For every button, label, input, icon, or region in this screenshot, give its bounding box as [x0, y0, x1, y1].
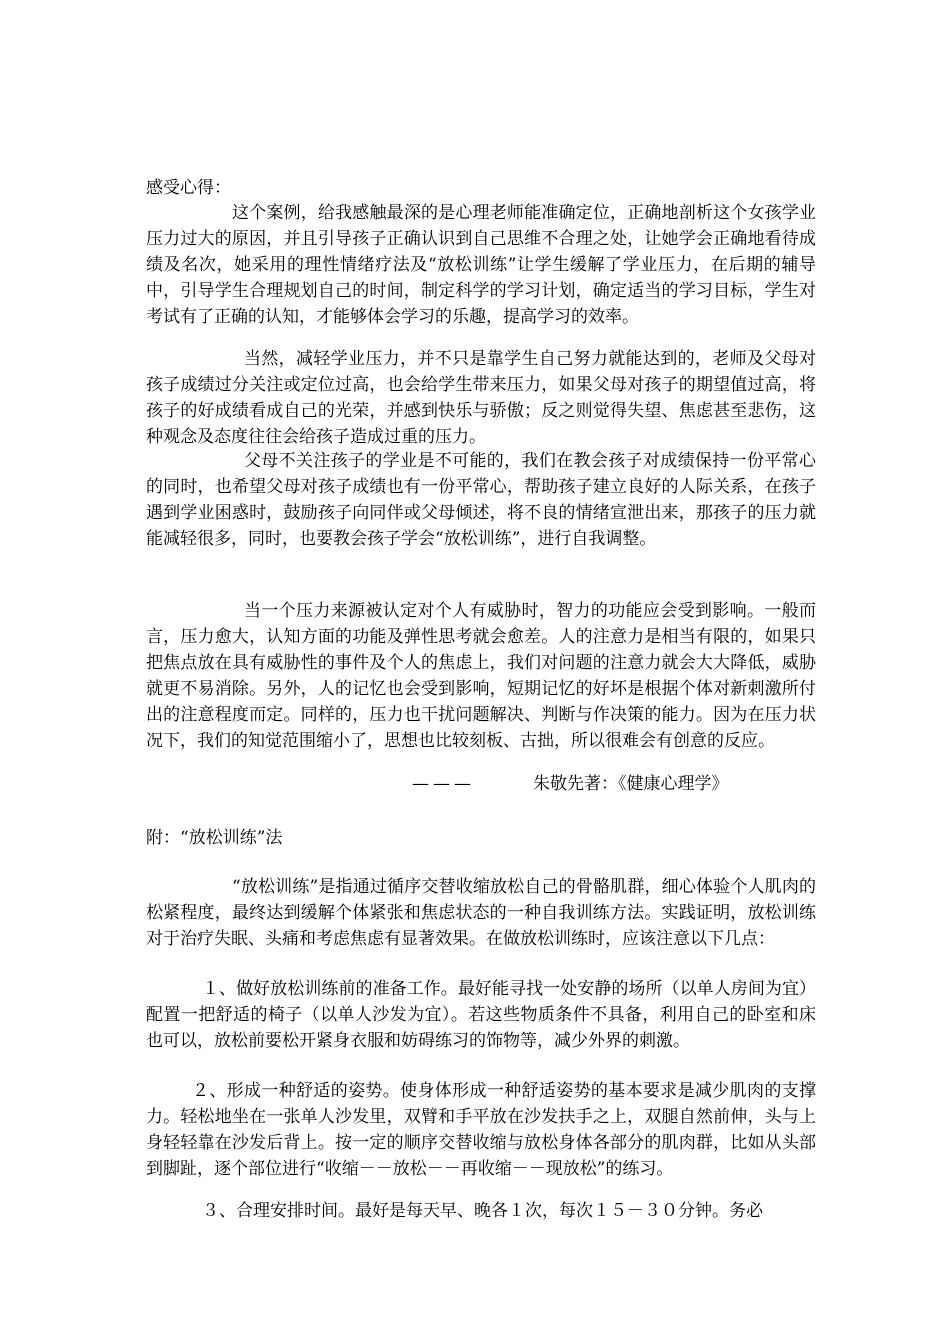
paragraph-step-1: １、做好放松训练前的准备工作。最好能寻找一处安静的场所（以单人房间为宜）配置一把舒适的椅子（以单人沙发为宜）。若这些物质条件不具备，利用自己的卧室和床也可以，放松前要松开紧身衣服和妨碍练习的饰物等，减少外界的刺激。 [146, 979, 816, 1051]
quote-paragraph: 当一个压力来源被认定对个人有威胁时，智力的功能应会受到影响。一般而言，压力愈大，认知方面的功能及弹性思考就会愈差。人的注意力是相当有限的，如果只把焦点放在具有威胁性的事件及个人的焦虑上，我们对问题的注意力就会大大降低，威胁就更不易消除。另外，人的记忆也会受到影响，短期记忆的好坏是根据个体对新刺激所付出的注意程度而定。同样的，压力也干扰问题解决、判断与作决策的能力。因为在压力状况下，我们的知觉范围缩小了，思想也比较刻板、古拙，所以很难会有创意的反应。 [146, 601, 816, 751]
paragraph-parent-advice: 父母不关注孩子的学业是不可能的，我们在教会孩子对成绩保持一份平常心的同时，也希望父母对孩子成绩也有一份平常心，帮助孩子建立良好的人际关系，在孩子遇到学业困惑时，鼓励孩子向同伴或父母倾述，将不良的情绪宣泄出来，那孩子的压力就能减轻很多，同时，也要教会孩子学会“放松训练”，进行自我调整。 [146, 451, 816, 549]
attribution-author: 朱敬先著：《健康心理学》 [533, 774, 729, 794]
paragraph-teacher-parent-pressure: 当然，减轻学业压力，并不只是靠学生自己努力就能达到的，老师及父母对孩子成绩过分关注或定位过高，也会给学生带来压力，如果父母对孩子的期望值过高，将孩子的好成绩看成自己的光荣，并感到快乐与骄傲；反之则觉得失望、焦虑甚至悲伤，这种观念及态度往往会给孩子造成过重的压力。 [146, 349, 816, 447]
attribution-dash: ——— [412, 774, 475, 794]
paragraph-step-2: ２、形成一种舒适的姿势。使身体形成一种舒适姿势的基本要求是减少肌肉的支撑力。轻松地坐在一张单人沙发里，双臂和手平放在沙发扶手之上，双腿自然前伸，头与上身轻轻靠在沙发后背上。按一定的顺序交替收缩与放松身体各部分的肌肉群，比如从头部到脚趾，逐个部位进行“收缩－－放松－－再收缩－－现放松”的练习。 [146, 1081, 816, 1179]
section-heading-reflection: 感受心得： [146, 178, 231, 198]
paragraph-relaxation-intro: “放松训练”是指通过循序交替收缩放松自己的骨骼肌群，细心体验个人肌肉的松紧程度，最终达到缓解个体紧张和焦虑状态的一种自我训练方法。实践证明，放松训练对于治疗失眠、头痛和考虑焦虑有显著效果。在做放松训练时，应该注意以下几点： [146, 877, 816, 949]
quote-attribution [412, 772, 729, 796]
section-heading-relaxation: 附：“放松训练”法 [146, 828, 283, 848]
paragraph-step-3: ３、合理安排时间。最好是每天早、晚各１次，每次１５－３０分钟。务必 [202, 1201, 763, 1221]
paragraph-case-reflection: 这个案例，给我感触最深的是心理老师能准确定位，正确地剖析这个女孩学业压力过大的原因，并且引导孩子正确认识到自己思维不合理之处，让她学会正确地看待成绩及名次，她采用的理性情绪疗法及“放松训练”让学生缓解了学业压力，在后期的辅导中，引导学生合理规划自己的时间，制定科学的学习计划，确定适当的学习目标，学生对考试有了正确的认知，才能够体会学习的乐趣，提高学习的效率。 [146, 203, 816, 327]
